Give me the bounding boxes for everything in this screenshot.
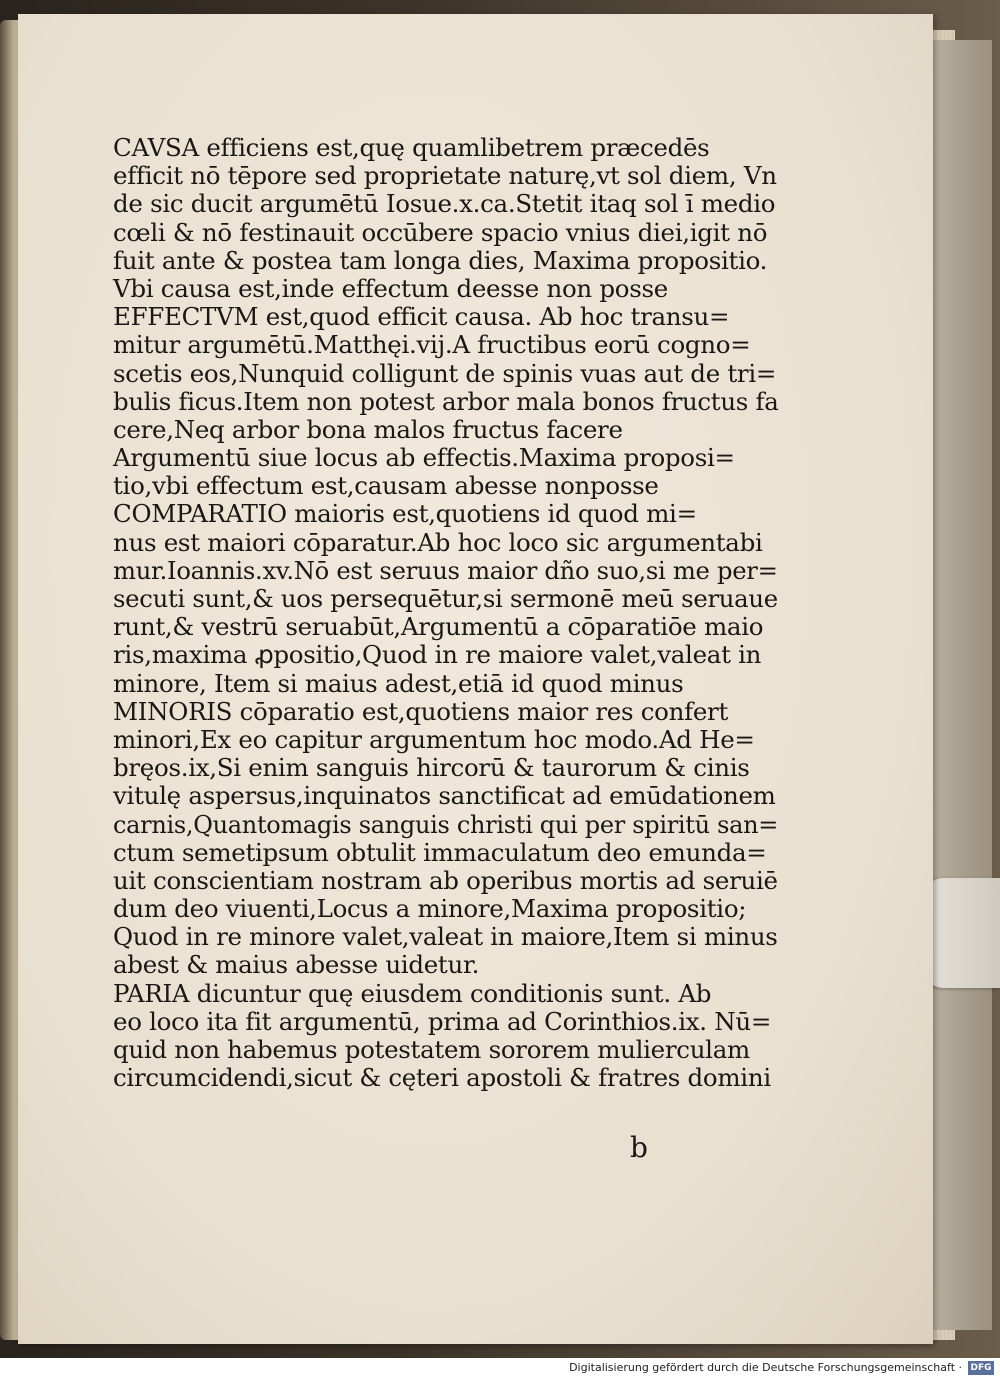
- text-line: scetis eos,Nunquid colligunt de spinis vuas aut de tri=: [113, 358, 777, 388]
- text-line: Vbi causa est,inde effectum deesse non posse: [113, 273, 668, 303]
- text-line: de sic ducit argumētū Iosue.x.ca.Stetit itaq sol ī medio: [113, 189, 776, 219]
- text-line: carnis,Quantomagis sanguis christi qui per spiritū san=: [113, 809, 779, 839]
- text-line: CAVSA efficiens est,quę quamlibetrem præcedēs: [113, 133, 710, 162]
- text-line: efficit nō tēpore sed proprietate naturę,vt sol diem, Vn: [113, 161, 777, 191]
- funding-notice: Digitalisierung gefördert durch die Deutsche Forschungsgemeinschaft ·: [569, 1361, 962, 1374]
- text-line: COMPARATIO maioris est,quotiens id quod mi=: [113, 499, 697, 529]
- printed-page: [18, 14, 933, 1344]
- text-line: cere,Neq arbor bona malos fructus facere: [113, 414, 623, 444]
- footer-bar: [0, 1358, 1000, 1379]
- text-line: nus est maiori cōparatur.Ab hoc loco sic argumentabi: [113, 527, 763, 557]
- page-text-block: [113, 134, 778, 1092]
- text-line: minori,Ex eo capitur argumentum hoc modo.Ad He=: [113, 724, 755, 754]
- text-line: ctum semetipsum obtulit immaculatum deo emunda=: [113, 837, 767, 867]
- text-line: bręos.ix,Si enim sanguis hircorū & taurorum & cinis: [113, 753, 750, 783]
- dfg-logo: DFG: [968, 1361, 994, 1375]
- text-line: minore, Item si maius adest,etiā id quod minus: [113, 668, 684, 698]
- text-line: vitulę aspersus,inquinatos sanctificat ad emūdationem: [113, 781, 776, 811]
- text-line: secuti sunt,& uos persequētur,si sermonē meū seruaue: [113, 584, 778, 613]
- text-line: Argumentū siue locus ab effectis.Maxima proposi=: [113, 443, 735, 473]
- text-line: abest & maius abesse uidetur.: [113, 950, 480, 980]
- text-line: Quod in re minore valet,valeat in maiore,Item si minus: [113, 922, 778, 952]
- signature-mark: b: [630, 1131, 648, 1164]
- text-line: quid non habemus potestatem sororem mulierculam: [113, 1035, 750, 1064]
- text-line: uit conscientiam nostram ab operibus mortis ad seruiē: [113, 865, 778, 895]
- text-line: eo loco ita fit argumentū, prima ad Corinthios.ix. Nū=: [113, 1006, 772, 1036]
- text-line: runt,& vestrū seruabūt,Argumentū a cōparatiōe maio: [113, 612, 764, 642]
- text-line: PARIA dicuntur quę eiusdem conditionis sunt. Ab: [113, 978, 712, 1008]
- text-line: mur.Ioannis.xv.Nō est seruus maior dño suo,si me per=: [113, 555, 778, 585]
- text-line: MINORIS cōparatio est,quotiens maior res confert: [113, 696, 728, 726]
- text-line: circumcidendi,sicut & cęteri apostoli & fratres domini: [113, 1063, 771, 1093]
- text-line: fuit ante & postea tam longa dies, Maxima propositio.: [113, 245, 768, 275]
- text-line: dum deo viuenti,Locus a minore,Maxima propositio;: [113, 894, 747, 924]
- text-line: EFFECTVM est,quod efficit causa. Ab hoc transu=: [113, 302, 730, 332]
- text-line: ris,maxima ꝓpositio,Quod in re maiore valet,valeat in: [113, 640, 762, 670]
- text-line: tio,vbi effectum est,causam abesse nonposse: [113, 471, 659, 501]
- book-cover-board: [930, 40, 992, 1330]
- text-line: cœli & nō festinauit occūbere spacio vnius diei,igit nō: [113, 217, 768, 247]
- bookmark-tab: [925, 878, 1000, 988]
- text-line: mitur argumētū.Matthęi.vij.A fructibus eorū cogno=: [113, 330, 751, 360]
- text-line: bulis ficus.Item non potest arbor mala bonos fructus fa: [113, 386, 779, 416]
